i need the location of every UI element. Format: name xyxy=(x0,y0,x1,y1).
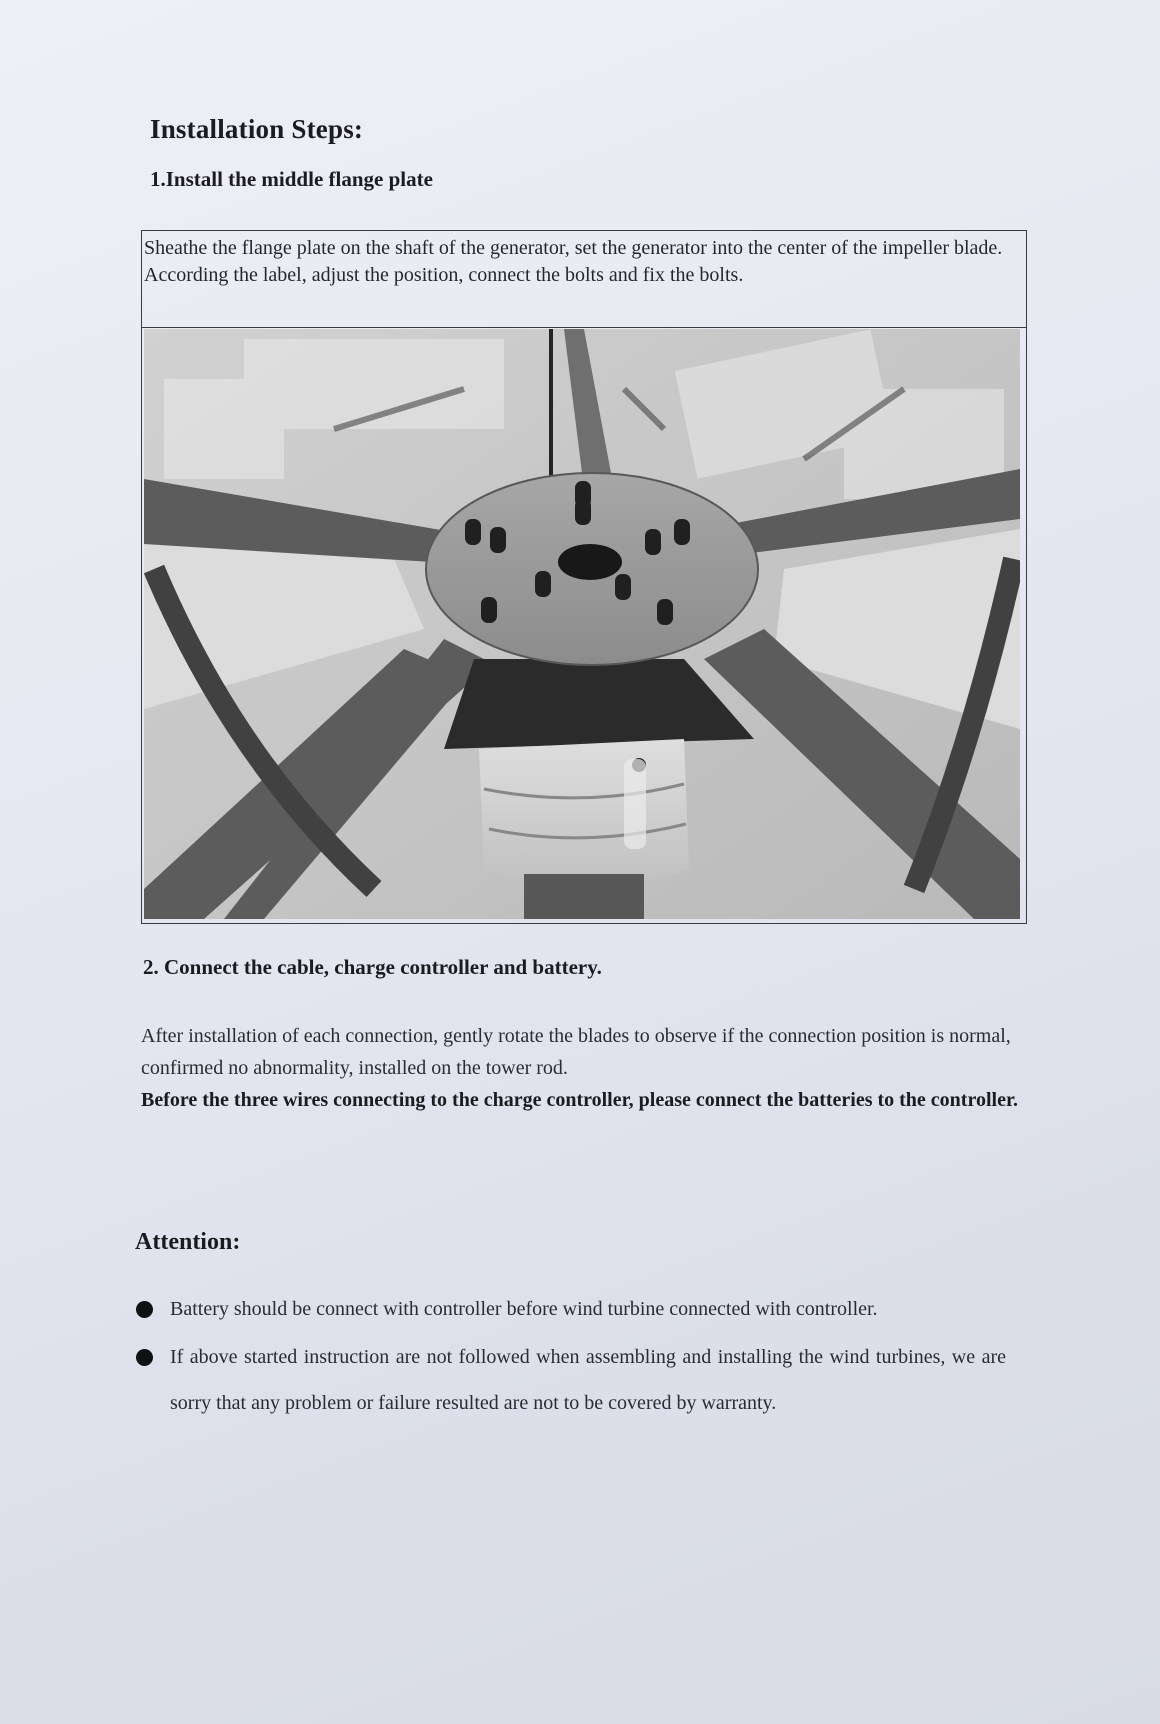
step-1-box xyxy=(141,230,1027,924)
attention-item-text: Battery should be connect with controller before wind turbine connected with controller. xyxy=(170,1298,878,1320)
box-divider xyxy=(142,327,1026,328)
step-2-warning-text: Before the three wires connecting to the charge controller, please connect the batteries to the controller. xyxy=(141,1089,1019,1111)
flange-plate-photo xyxy=(144,329,1020,919)
bullet-icon xyxy=(136,1301,153,1318)
attention-heading: Attention: xyxy=(135,1229,241,1255)
page-title: Installation Steps: xyxy=(150,114,364,144)
attention-item xyxy=(136,1334,1006,1426)
attention-item xyxy=(136,1286,1006,1332)
bullet-icon xyxy=(136,1349,153,1366)
attention-item-text: If above started instruction are not followed when assembling and installing the wind turbines, we are sorry that any problem or failure resulted are not to be covered by warranty. xyxy=(170,1346,1006,1414)
step-2-paragraph xyxy=(141,1020,1021,1116)
turbine-hub-illustration xyxy=(144,329,1020,919)
step-2-text: After installation of each connection, gently rotate the blades to observe if the connection position is normal, confirmed no abnormality, installed on the tower rod. xyxy=(141,1025,1011,1079)
step-1-heading: 1.Install the middle flange plate xyxy=(150,167,433,191)
attention-list xyxy=(136,1286,1006,1428)
step-2-heading: 2. Connect the cable, charge controller and battery. xyxy=(143,955,602,979)
step-1-description: Sheathe the flange plate on the shaft of the generator, set the generator into the center of the impeller blade. According the label, adjust the position, connect the bolts and fix the bolts. xyxy=(144,237,1003,286)
